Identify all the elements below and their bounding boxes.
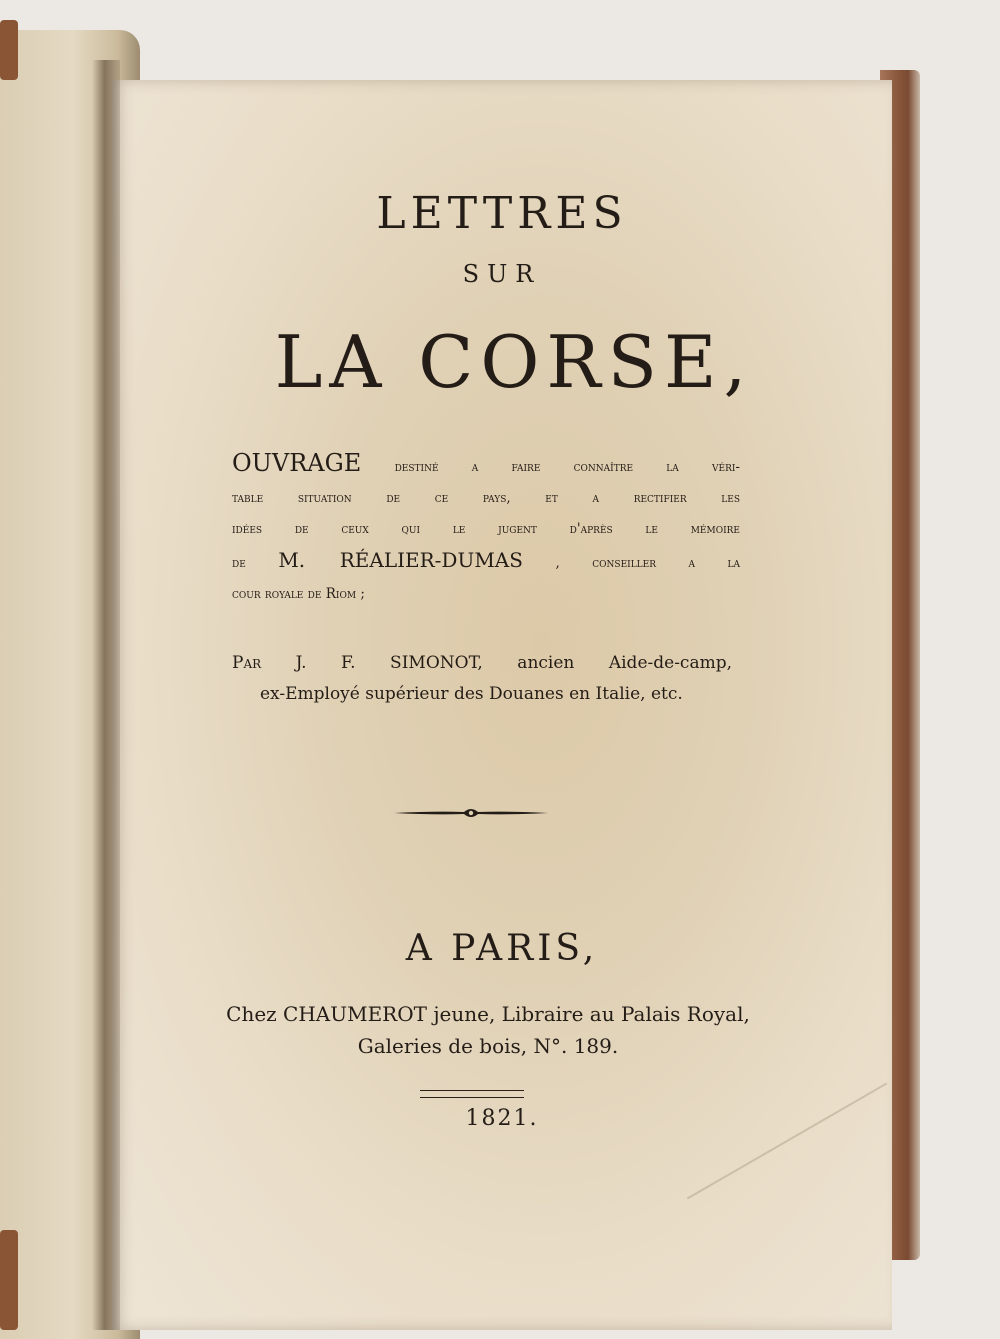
author-par: Par [232,653,262,673]
author-line-1 [232,648,732,679]
author-credit [232,648,732,710]
author-line-1-rest: , ancien Aide-de-camp, [477,653,732,673]
description-line-1 [232,448,740,483]
description-line-5: cour royale de Riom ; [232,586,365,602]
description-realier-dumas: M. RÉALIER-DUMAS [278,548,523,572]
description-line-4 [232,545,740,579]
description-line-1-rest: destiné a faire connaître la véri- [394,459,740,475]
double-rule-divider [420,1090,524,1098]
description-de: de [232,555,246,571]
description-line-3: idées de ceux qui le jugent d'après le mémoire [232,521,740,537]
imprint-publisher: Chez CHAUMEROT jeune, Libraire au Palais Royal, [226,1002,750,1026]
title-lettres: LETTRES [376,188,628,239]
imprint-city: A PARIS, [405,928,599,969]
imprint-address: Galeries de bois, N°. 189. [357,1034,619,1058]
description-line-4-rest: , conseiller a la [555,555,741,571]
title-la-corse: LA CORSE, [274,320,754,404]
imprint-year: 1821. [465,1106,539,1131]
title-sur: SUR [462,260,542,288]
author-line-2: ex-Employé supérieur des Douanes en Italie, etc. [260,684,683,704]
ornament-divider-icon [394,804,548,822]
description-ouvrage: OUVRAGE [232,449,362,477]
left-cover-top [0,20,18,80]
work-description [232,448,740,610]
book-gutter-shadow [92,60,120,1330]
title-page [112,80,892,1330]
page-crease [687,1083,887,1200]
left-cover-bottom [0,1230,18,1330]
description-line-2: table situation de ce pays, et a rectifier les [232,490,740,506]
author-name: J. F. SIMONOT [295,653,478,673]
